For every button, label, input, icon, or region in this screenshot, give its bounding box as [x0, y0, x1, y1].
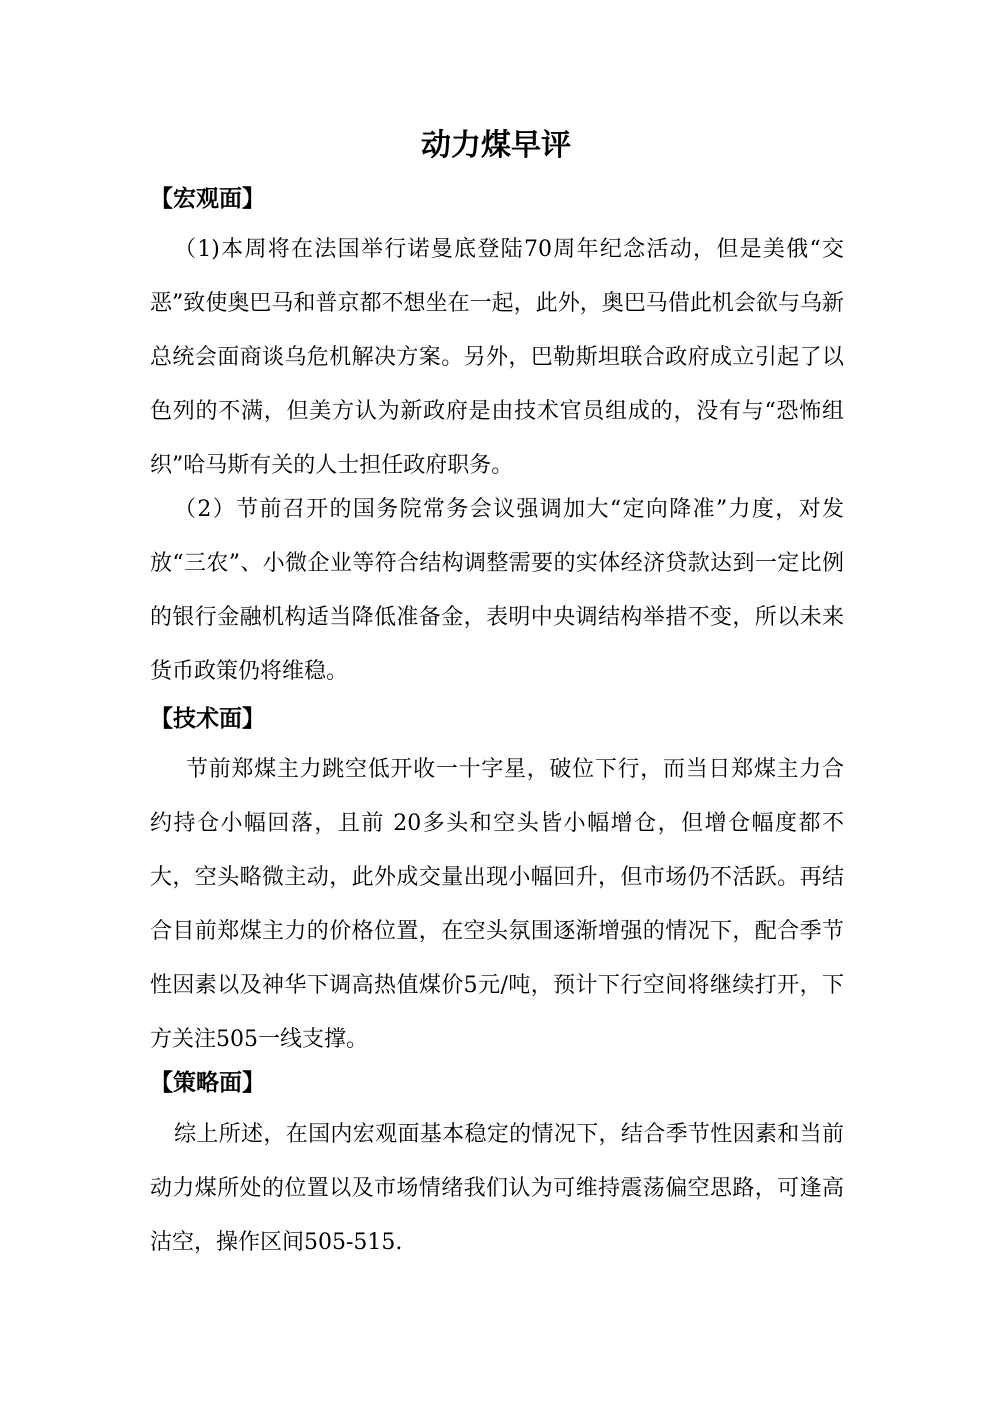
paragraph-strategy: 综上所述，在国内宏观面基本稳定的情况下，结合季节性因素和当前动力煤所处的位置以及市场情绪我们认为可维持震荡偏空思路，可逢高沽空，操作区间505-515. — [150, 1122, 844, 1255]
document-title: 动力煤早评 — [421, 128, 571, 163]
section-heading-macro: 【宏观面】 — [150, 186, 265, 212]
section-heading-technical: 【技术面】 — [150, 706, 265, 732]
paragraph-technical: 节前郑煤主力跳空低开收一十字星，破位下行，而当日郑煤主力合约持仓小幅回落，且前 20多头和空头皆小幅增仓，但增仓幅度都不大，空头略微主动，此外成交量出现小幅回升，但市场仍不活跃。再结合目前郑煤主力的价格位置，在空头氛围逐渐增强的情况下，配合季节性因素以及神华下调高热值煤价5元/吨，预计下行空间将继续打开，下方关注505一线支撑。 — [150, 757, 844, 1052]
section-heading-strategy: 【策略面】 — [150, 1070, 265, 1096]
paragraph-macro-2: （2）节前召开的国务院常务会议强调加大“定向降准”力度，对发放“三农”、小微企业等符合结构调整需要的实体经济贷款达到一定比例的银行金融机构适当降低准备金，表明中央调结构举措不变，所以未来货币政策仍将维稳。 — [150, 497, 844, 684]
paragraph-macro-1: （1)本周将在法国举行诺曼底登陆70周年纪念活动，但是美俄“交恶”致使奥巴马和普京都不想坐在一起，此外，奥巴马借此机会欲与乌新总统会面商谈乌危机解决方案。另外，巴勒斯坦联合政府成立引起了以色列的不满，但美方认为新政府是由技术官员组成的，没有与“恐怖组织”哈马斯有关的人士担任政府职务。 — [150, 237, 844, 478]
